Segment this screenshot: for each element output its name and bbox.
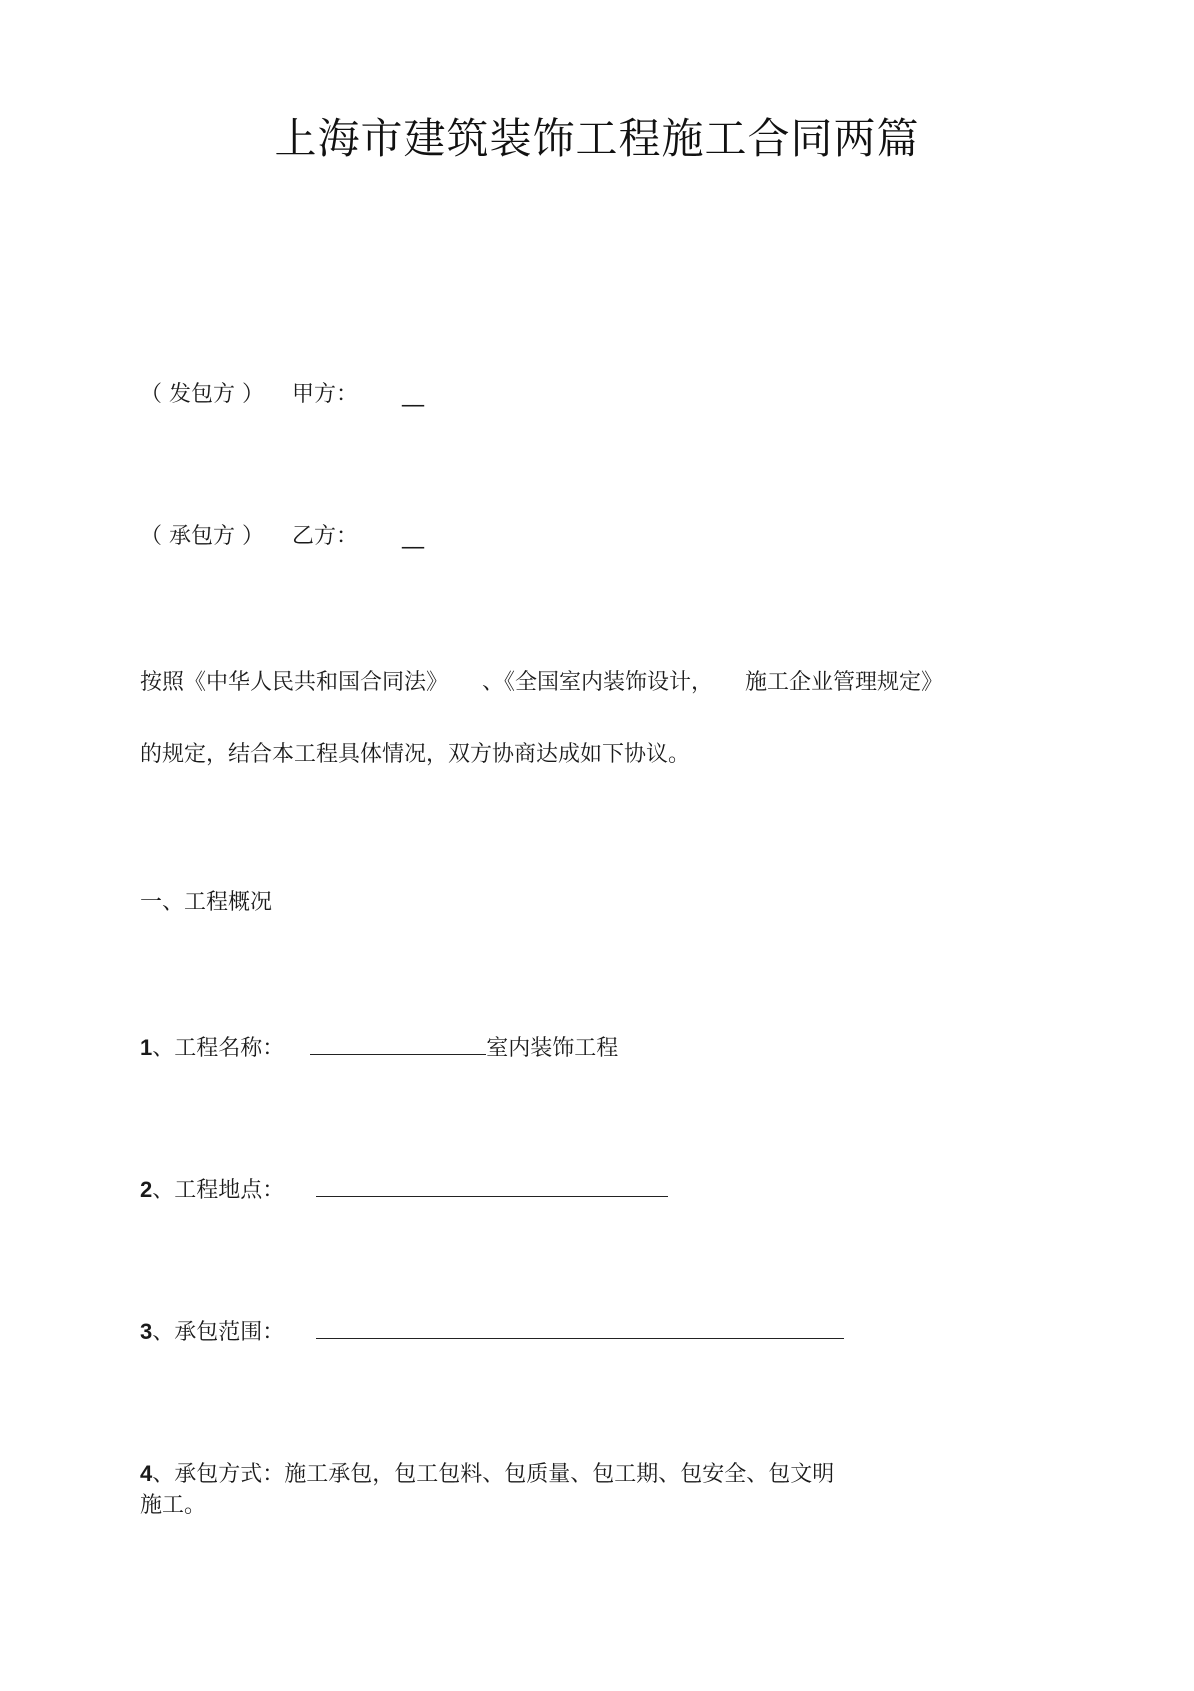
item-1-suffix: 室内装饰工程: [486, 1036, 619, 1061]
scope-blank: [316, 1316, 844, 1339]
item-3-scope: [140, 1316, 844, 1348]
preamble-part-3: 施工企业管理规定》: [745, 670, 944, 695]
document-title: 上海市建筑装饰工程施工合同两篇: [274, 114, 920, 163]
item-4-label: 、承包方式：: [152, 1462, 285, 1487]
item-4-contract-method: [140, 1459, 834, 1490]
item-2-project-location: [140, 1174, 668, 1206]
project-name-blank: [310, 1032, 486, 1055]
item-1-number: 1: [140, 1035, 153, 1060]
section-1-heading: 一、工程概况: [140, 890, 273, 915]
party-a-label: 甲方：: [292, 382, 359, 407]
party-a-value: __: [402, 382, 425, 407]
preamble-part-2: 、《全国室内装饰设计，: [482, 670, 714, 695]
preamble-line-1: [140, 668, 943, 698]
party-b-line: [140, 522, 424, 552]
party-b-label: 乙方：: [292, 524, 359, 549]
item-4-number: 4: [140, 1461, 153, 1486]
item-2-number: 2: [140, 1177, 153, 1202]
preamble-part-1: 按照《中华人民共和国合同法》: [140, 670, 449, 695]
item-1-project-name: [140, 1032, 618, 1064]
project-location-blank: [316, 1174, 668, 1197]
preamble-line-2: 的规定，结合本工程具体情况，双方协商达成如下协议。: [140, 742, 691, 767]
item-4-text: 施工承包，包工包料、包质量、包工期、包安全、包文明: [284, 1462, 835, 1487]
party-a-line: [140, 380, 424, 410]
item-3-number: 3: [140, 1319, 153, 1344]
party-a-role: （ 发包方 ）: [140, 382, 264, 407]
party-b-role: （ 承包方 ）: [140, 524, 264, 549]
item-2-label: 、工程地点：: [152, 1178, 285, 1203]
item-4-continuation: 施工。: [140, 1493, 207, 1518]
party-b-value: __: [402, 524, 425, 549]
item-3-label: 、承包范围：: [152, 1320, 285, 1345]
item-1-label: 、工程名称：: [152, 1036, 285, 1061]
